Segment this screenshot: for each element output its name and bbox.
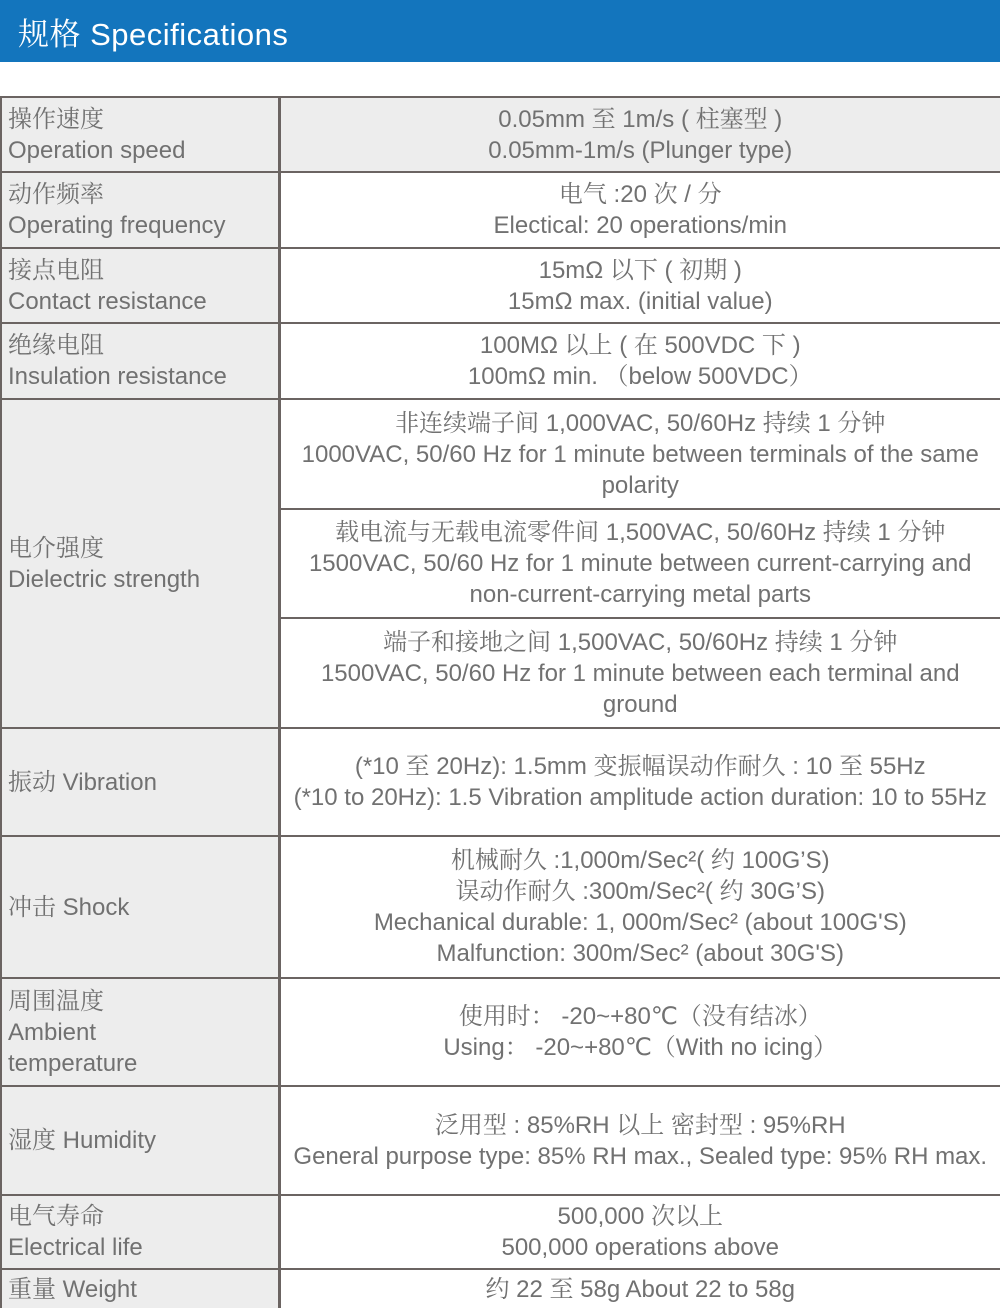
spec-label	[1, 323, 279, 399]
spec-value	[279, 248, 1000, 323]
value-line: 泛用型 : 85%RH 以上 密封型 : 95%RH	[434, 1111, 846, 1139]
value-line: 机械耐久 :1,000m/Sec²( 约 100G’S)	[450, 847, 830, 874]
value-line: 0.05mm 至 1m/s ( 柱塞型 )	[498, 105, 783, 133]
value-line: Mechanical durable: 1, 000m/Sec² (about 100G'S)	[373, 909, 907, 936]
spec-label	[1, 172, 279, 248]
label-line: 动作频率	[8, 181, 104, 208]
label-line: 周围温度	[8, 987, 104, 1015]
value-line: 1500VAC, 50/60 Hz for 1 minute between current-carrying and non-current-carrying metal parts	[308, 550, 972, 608]
table-row	[1, 172, 1000, 248]
section-title: 规格 Specifications	[18, 16, 289, 52]
spec-label	[1, 728, 279, 836]
label-line: 湿度 Humidity	[8, 1127, 157, 1154]
table-row	[1, 1086, 1000, 1195]
value-line: 100MΩ 以上 ( 在 500VDC 下 )	[479, 332, 801, 359]
label-line: 绝缘电阻	[8, 332, 104, 359]
value-line: 1500VAC, 50/60 Hz for 1 minute between each terminal and ground	[320, 659, 960, 718]
spec-label	[1, 1086, 279, 1195]
table-row	[1, 836, 1000, 978]
spec-label	[1, 248, 279, 323]
spec-value	[279, 399, 1000, 509]
header-gap	[0, 62, 1000, 96]
value-line: Using： -20~+80℃（With no icing）	[443, 1034, 838, 1061]
value-line: 500,000 operations above	[501, 1234, 780, 1261]
table-row	[1, 97, 1000, 172]
spec-label	[1, 399, 279, 728]
table-row	[1, 1195, 1000, 1269]
label-line: Ambient	[8, 1018, 97, 1046]
value-line: 使用时： -20~+80℃（没有结冰）	[458, 1003, 822, 1030]
table-row	[1, 323, 1000, 399]
value-line: 0.05mm-1m/s (Plunger type)	[488, 136, 793, 164]
spec-value	[279, 1086, 1000, 1195]
section-header	[0, 0, 1000, 62]
spec-value	[279, 1269, 1000, 1308]
spec-value	[279, 323, 1000, 399]
label-line: temperature	[8, 1049, 138, 1077]
spec-label	[1, 1195, 279, 1269]
label-line: Electrical life	[8, 1234, 143, 1261]
label-line: Dielectric strength	[8, 565, 201, 593]
spec-label	[1, 97, 279, 172]
table-row	[1, 1269, 1000, 1308]
spec-value	[279, 978, 1000, 1086]
table-row	[1, 248, 1000, 323]
label-line: 电介强度	[8, 534, 104, 562]
value-line: Malfunction: 300m/Sec² (about 30G'S)	[436, 940, 844, 967]
value-line: 载电流与无载电流零件间 1,500VAC, 50/60Hz 持续 1 分钟	[335, 519, 946, 546]
spec-value	[279, 618, 1000, 728]
label-line: 重量 Weight	[8, 1276, 137, 1303]
value-line: 非连续端子间 1,000VAC, 50/60Hz 持续 1 分钟	[395, 409, 886, 437]
spec-value	[279, 97, 1000, 172]
label-line: 接点电阻	[8, 256, 104, 284]
spec-value	[279, 1195, 1000, 1269]
value-line: 端子和接地之间 1,500VAC, 50/60Hz 持续 1 分钟	[383, 628, 898, 656]
table-row	[1, 399, 1000, 509]
spec-label	[1, 836, 279, 978]
label-line: Operation speed	[8, 136, 186, 164]
table-row	[1, 978, 1000, 1086]
value-line: 15mΩ max. (initial value)	[507, 287, 773, 315]
spec-value	[279, 509, 1000, 618]
label-line: 操作速度	[8, 105, 104, 133]
table-row	[1, 728, 1000, 836]
label-line: Operating frequency	[8, 212, 226, 239]
spec-label	[1, 978, 279, 1086]
value-line: 100mΩ min. （below 500VDC）	[467, 363, 813, 390]
spec-label	[1, 1269, 279, 1308]
value-line: General purpose type: 85% RH max., Sealed type: 95% RH max.	[293, 1142, 988, 1170]
value-line: (*10 to 20Hz): 1.5 Vibration amplitude action duration: 10 to 55Hz	[293, 784, 987, 811]
spec-value	[279, 172, 1000, 248]
value-line: 1000VAC, 50/60 Hz for 1 minute between terminals of the same polarity	[301, 440, 979, 499]
value-line: 500,000 次以上	[557, 1203, 723, 1230]
value-line: Electical: 20 operations/min	[493, 212, 787, 239]
label-line: 冲击 Shock	[8, 893, 130, 921]
spec-value	[279, 728, 1000, 836]
value-line: 电气 :20 次 / 分	[558, 181, 722, 208]
specifications-table	[0, 96, 1000, 1308]
label-line: Contact resistance	[8, 287, 207, 315]
label-line: 电气寿命	[8, 1203, 104, 1230]
label-line: Insulation resistance	[8, 363, 227, 390]
label-line: 振动 Vibration	[8, 768, 157, 796]
value-line: 15mΩ 以下 ( 初期 )	[538, 256, 742, 284]
value-line: 误动作耐久 :300m/Sec²( 约 30G’S)	[455, 878, 825, 905]
value-line: 约 22 至 58g About 22 to 58g	[485, 1276, 796, 1303]
value-line: (*10 至 20Hz): 1.5mm 变振幅误动作耐久 : 10 至 55Hz	[354, 753, 926, 780]
spec-value	[279, 836, 1000, 978]
